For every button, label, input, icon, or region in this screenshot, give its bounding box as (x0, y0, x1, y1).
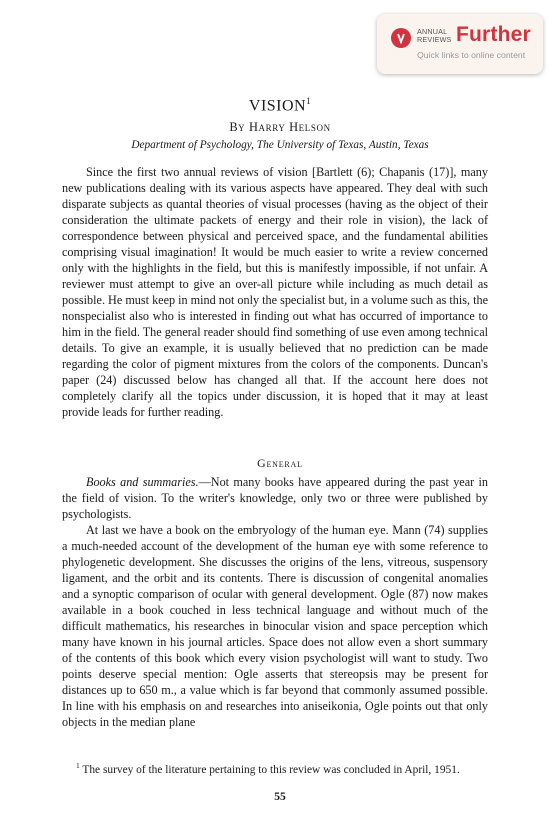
footnote-text: The survey of the literature pertaining to this review was concluded in April, 1951. (79, 763, 460, 776)
footnote-mark: 1 (76, 761, 80, 770)
article-affiliation: Department of Psychology, The University of Texas, Austin, Texas (131, 139, 429, 151)
intro-paragraph-block (62, 164, 488, 420)
ar-mark-icon (395, 32, 407, 44)
page-number: 55 (274, 791, 286, 803)
books-text: —Not many books have appeared during the past year in the field of vision. To the writer's knowledge, only two or three were published by psychologists. (62, 475, 488, 521)
books-paragraph (62, 474, 488, 522)
badge-brand-line2: REVIEWS (417, 35, 452, 44)
badge-further-word: Further (456, 23, 531, 46)
intro-paragraph: Since the first two annual reviews of vision [Bartlett (6); Chapanis (17)], many new publications dealing with its various aspects have appeared. They deal with such disparate subjects as quantal theories of visual processes (having as the object of their consideration the ultimate packets of energy and their role in vision), the lack of correspondence between physical and perceived space, and the fundamental abilities comprising visual imagination! It would be much easier to write a review concerned only with the highlights in the field, but this is manifestly impossible, if not unfair. A reviewer must attempt to give an over-all picture while including as much detail as possible. He must keep in mind not only the specialist but, in a volume such as this, the nonspecialist also who is interested in finding out what has occurred of importance to him in the field. The general reader should find something of use even among technical details. To give an example, it is usually believed that no prediction can be made regarding the color of pigment mixtures from the colors of the components. Duncan's paper (24) discussed below has changed all that. If the account here does not completely clarify all the topics under discussion, it is hoped that it may at least provide leads for further reading. (62, 165, 488, 419)
title-footnote-mark: 1 (306, 96, 312, 106)
article-title (0, 96, 560, 115)
embryology-paragraph-block (62, 522, 488, 730)
annual-reviews-further-badge[interactable] (377, 14, 543, 74)
article-author: By Harry Helson (229, 120, 331, 134)
section-heading-general: General (257, 456, 303, 470)
badge-subtitle: Quick links to online content (417, 50, 526, 60)
badge-brand (417, 28, 452, 44)
article-title-text: VISION (248, 97, 307, 115)
embryology-paragraph: At last we have a book on the embryology of the human eye. Mann (74) supplies a much-needed account of the development of the human eye with some reference to phylogenetic development. She discusses the origins of the lens, vitreous, suspensory ligament, and the orbit and its contents. There is discussion of congenital anomalies and a synoptic comparison of ocular with general development. Ogle (87) now makes available in a book couched in less technical language and without much of the difficult mathematics, his researches in binocular vision and space perception which many have known in his journal articles. Space does not allow even a short summary of the contents of this book which every vision psychologist will want to study. Two points deserve special mention: Ogle asserts that stereopsis may be present for distances up to 650 m., a value which is far beyond that commonly assumed possible. In line with his emphasis on and researches into aniseikonia, Ogle points out that only objects in the median plane (62, 523, 488, 729)
badge-brand-line1: ANNUAL (417, 27, 448, 36)
annual-reviews-logo-icon (391, 28, 411, 48)
books-lead-in: Books and summaries. (86, 475, 199, 489)
footnote-paragraph (62, 759, 488, 777)
footnote (62, 759, 488, 777)
books-paragraph-block (62, 474, 488, 522)
